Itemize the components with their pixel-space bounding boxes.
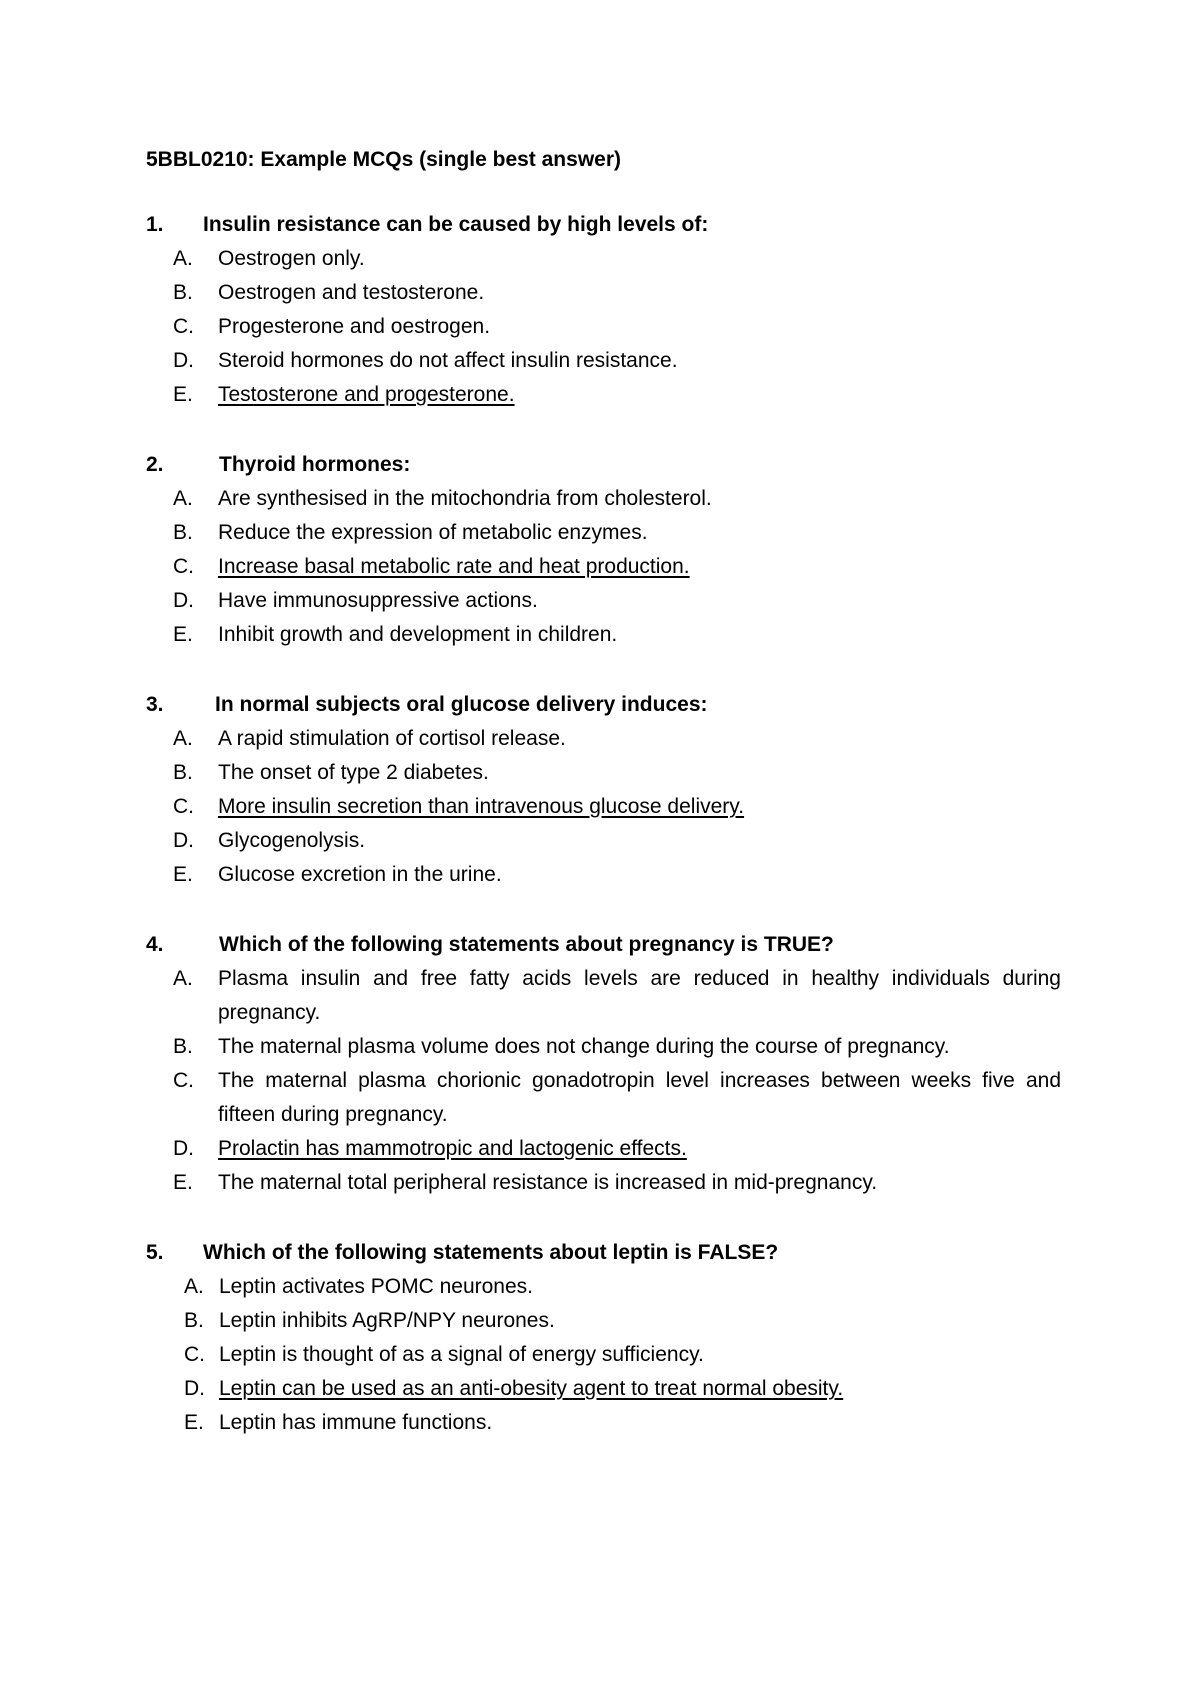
- option-text: Plasma insulin and free fatty acids levels are reduced in healthy individuals during pregnancy.: [218, 967, 1061, 1024]
- option-text: Are synthesised in the mitochondria from cholesterol.: [218, 487, 712, 510]
- option-text: Have immunosuppressive actions.: [218, 589, 538, 612]
- option-letter: C.: [173, 315, 194, 338]
- option-d-correct: [0, 1132, 1200, 1166]
- question-2: [0, 448, 1200, 652]
- question-1: [0, 208, 1200, 412]
- option-text: A rapid stimulation of cortisol release.: [218, 727, 566, 750]
- option-b: [0, 516, 1200, 550]
- option-text: Leptin activates POMC neurones.: [219, 1275, 533, 1298]
- option-b: [0, 756, 1200, 790]
- question-text: In normal subjects oral glucose delivery induces:: [215, 693, 708, 716]
- option-text: Oestrogen only.: [218, 247, 365, 270]
- question-stem: [0, 208, 1200, 242]
- question-3: [0, 688, 1200, 892]
- option-c-correct: [0, 790, 1200, 824]
- option-d-correct: [0, 1372, 1200, 1406]
- option-a: [0, 482, 1200, 516]
- option-c: [0, 1338, 1200, 1372]
- option-b: [0, 1304, 1200, 1338]
- option-letter: B.: [173, 281, 193, 304]
- option-letter: D.: [173, 1137, 194, 1160]
- question-stem: [0, 448, 1200, 482]
- option-text: Leptin is thought of as a signal of energy sufficiency.: [219, 1343, 704, 1366]
- question-text: Which of the following statements about pregnancy is TRUE?: [219, 933, 834, 956]
- question-number: 3.: [146, 693, 164, 716]
- question-number: 1.: [146, 213, 164, 236]
- option-d: [0, 584, 1200, 618]
- option-letter: A.: [173, 487, 193, 510]
- option-text: Glycogenolysis.: [218, 829, 366, 852]
- question-text: Thyroid hormones:: [219, 453, 411, 476]
- question-4: [0, 928, 1200, 1200]
- question-5: [0, 1236, 1200, 1440]
- option-b: [0, 276, 1200, 310]
- question-stem: [0, 688, 1200, 722]
- option-letter: C.: [173, 555, 194, 578]
- option-c: [0, 310, 1200, 344]
- option-a: [0, 1270, 1200, 1304]
- option-letter: A.: [173, 727, 193, 750]
- option-a: [0, 242, 1200, 276]
- correct-answer-text: More insulin secretion than intravenous glucose delivery.: [218, 795, 745, 818]
- option-e: [0, 618, 1200, 652]
- document-title: 5BBL0210: Example MCQs (single best answer): [146, 148, 621, 171]
- option-text: Leptin has immune functions.: [219, 1411, 493, 1434]
- option-text: The onset of type 2 diabetes.: [218, 761, 489, 784]
- question-number: 4.: [146, 933, 164, 956]
- correct-answer-text: Testosterone and progesterone.: [218, 383, 515, 406]
- option-letter: E.: [184, 1411, 204, 1434]
- option-letter: E.: [173, 1171, 193, 1194]
- option-letter: B.: [173, 1035, 193, 1058]
- option-e-correct: [0, 378, 1200, 412]
- option-text: The maternal total peripheral resistance is increased in mid-pregnancy.: [218, 1171, 878, 1194]
- option-letter: C.: [173, 1069, 194, 1092]
- question-number: 2.: [146, 453, 164, 476]
- question-number: 5.: [146, 1241, 164, 1264]
- option-d: [0, 344, 1200, 378]
- correct-answer-text: Leptin can be used as an anti-obesity agent to treat normal obesity.: [219, 1377, 844, 1400]
- option-text: Glucose excretion in the urine.: [218, 863, 502, 886]
- option-letter: B.: [184, 1309, 204, 1332]
- option-text: Steroid hormones do not affect insulin resistance.: [218, 349, 678, 372]
- correct-answer-text: Prolactin has mammotropic and lactogenic effects.: [218, 1137, 687, 1160]
- correct-answer-text: Increase basal metabolic rate and heat production.: [218, 555, 690, 578]
- option-e: [0, 1406, 1200, 1440]
- question-text: Which of the following statements about leptin is FALSE?: [203, 1241, 779, 1264]
- option-letter: A.: [184, 1275, 204, 1298]
- question-text: Insulin resistance can be caused by high levels of:: [203, 213, 709, 236]
- option-letter: D.: [173, 349, 194, 372]
- option-letter: D.: [184, 1377, 205, 1400]
- option-letter: E.: [173, 863, 193, 886]
- option-letter: D.: [173, 589, 194, 612]
- option-e: [0, 1166, 1200, 1200]
- option-e: [0, 858, 1200, 892]
- option-letter: B.: [173, 761, 193, 784]
- option-letter: C.: [184, 1343, 205, 1366]
- option-text: The maternal plasma chorionic gonadotropin level increases between weeks five and fifteen during pregnancy.: [218, 1069, 1061, 1126]
- option-letter: E.: [173, 383, 193, 406]
- option-text: The maternal plasma volume does not change during the course of pregnancy.: [218, 1035, 950, 1058]
- option-text: Reduce the expression of metabolic enzymes.: [218, 521, 648, 544]
- option-text: Leptin inhibits AgRP/NPY neurones.: [219, 1309, 555, 1332]
- option-letter: A.: [173, 247, 193, 270]
- option-letter: D.: [173, 829, 194, 852]
- question-stem: [0, 928, 1200, 962]
- option-text: Progesterone and oestrogen.: [218, 315, 491, 338]
- option-text: Oestrogen and testosterone.: [218, 281, 485, 304]
- option-letter: E.: [173, 623, 193, 646]
- option-text: Inhibit growth and development in children.: [218, 623, 618, 646]
- option-a: [0, 962, 1200, 1030]
- option-letter: B.: [173, 521, 193, 544]
- option-c-correct: [0, 550, 1200, 584]
- question-stem: [0, 1236, 1200, 1270]
- option-letter: A.: [173, 967, 193, 990]
- option-d: [0, 824, 1200, 858]
- option-b: [0, 1030, 1200, 1064]
- option-c: [0, 1064, 1200, 1132]
- option-letter: C.: [173, 795, 194, 818]
- option-a: [0, 722, 1200, 756]
